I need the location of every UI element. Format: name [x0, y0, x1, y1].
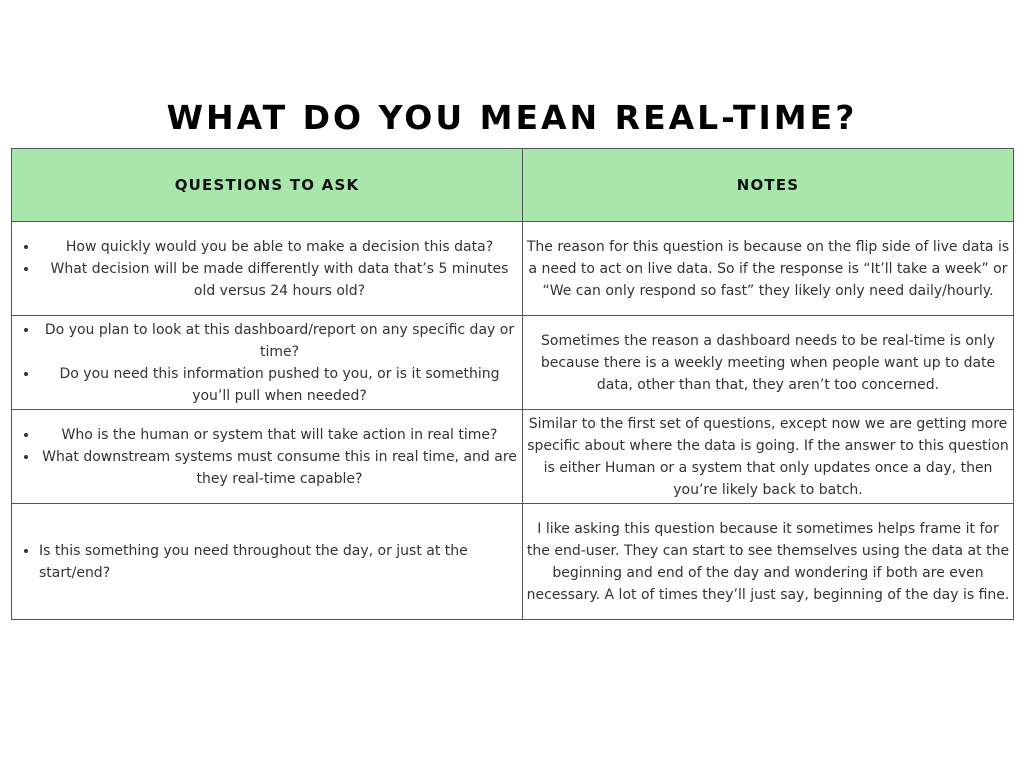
question-item: • Do you plan to look at this dashboard/report on any specific day or time? — [39, 319, 522, 363]
question-list — [12, 319, 522, 407]
question-list — [12, 236, 522, 302]
table-row — [12, 316, 1014, 410]
question-item: • What decision will be made differently with data that’s 5 minutes old versus 24 hours old? — [39, 258, 522, 302]
table-header-row — [12, 149, 1014, 222]
question-item: • How quickly would you be able to make a decision this data? — [39, 236, 522, 258]
notes-cell — [523, 410, 1014, 504]
question-item: • Do you need this information pushed to you, or is it something you’ll pull when needed? — [39, 363, 522, 407]
questions-cell — [12, 316, 523, 410]
table-row — [12, 410, 1014, 504]
notes-cell — [523, 316, 1014, 410]
question-list — [12, 540, 522, 584]
notes-cell — [523, 222, 1014, 316]
note-text: I like asking this question because it sometimes helps frame it for the end-user. They can start to see themselves using the data at the beginning and end of the day and wondering if both are even necessary. A lot of times they’ll just say, beginning of the day is fine. — [526, 520, 1010, 603]
header-questions: QUESTIONS TO ASK — [12, 149, 523, 222]
table-row — [12, 222, 1014, 316]
note-text: The reason for this question is because on the flip side of live data is a need to act on live data. So if the response is “It’ll take a week” or “We can only respond so fast” they likely only need daily/hourly. — [526, 238, 1010, 299]
question-item: • What downstream systems must consume this in real time, and are they real-time capable? — [39, 446, 522, 490]
question-item: • Is this something you need throughout the day, or just at the start/end? — [39, 540, 522, 584]
questions-cell — [12, 222, 523, 316]
note-text: Sometimes the reason a dashboard needs to be real-time is only because there is a weekly meeting when people want up to date data, other than that, they aren’t too concerned. — [540, 332, 996, 393]
questions-cell — [12, 410, 523, 504]
notes-cell — [523, 504, 1014, 620]
question-item: • Who is the human or system that will take action in real time? — [39, 424, 522, 446]
page-title: WHAT DO YOU MEAN REAL-TIME? — [166, 98, 858, 138]
table-row — [12, 504, 1014, 620]
questions-table — [11, 148, 1014, 620]
question-list — [12, 424, 522, 490]
questions-cell — [12, 504, 523, 620]
note-text: Similar to the first set of questions, except now we are getting more specific about where the data is going. If the answer to this question is either Human or a system that only updates once a day, then you’re likely back to batch. — [527, 415, 1009, 498]
header-notes: NOTES — [523, 149, 1014, 222]
